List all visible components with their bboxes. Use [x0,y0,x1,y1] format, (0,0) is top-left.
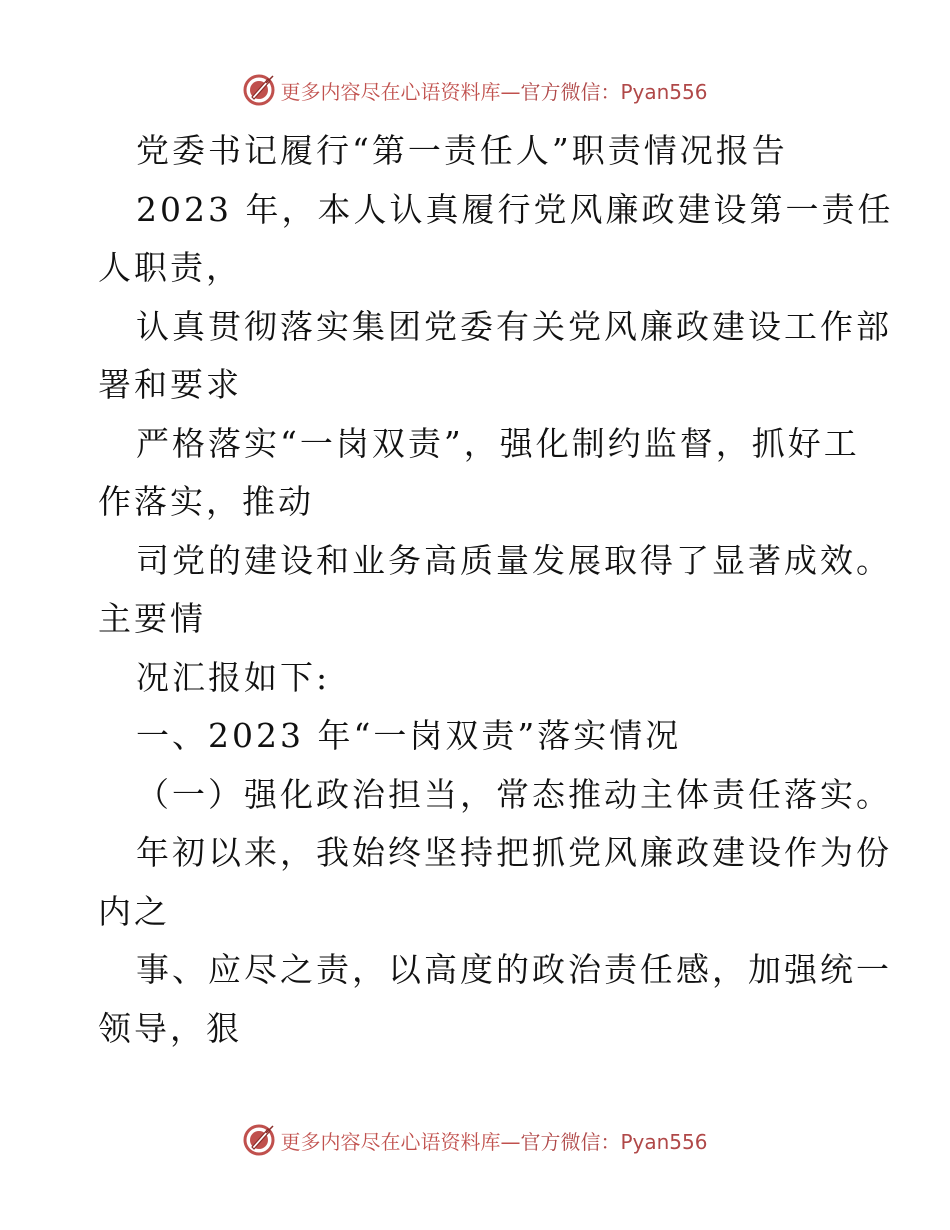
text-line: 况汇报如下: [136,657,331,697]
text-line: 年初以来，我始终坚持把抓党风廉政建设作为份 [136,833,892,872]
text-line: 党委书记履行“第一责任人”职责情况报告 [136,131,788,170]
quill-logo-icon [242,73,276,107]
header-watermark [0,70,950,110]
text-line: 领导，狠 [98,1008,242,1048]
text-line: 严格落实“一岗双责”，强化制约监督，抓好工 [136,423,860,463]
watermark-text [280,76,707,105]
watermark-group [242,73,707,107]
watermark-group [242,1123,707,1157]
text-line: 署和要求 [98,365,242,404]
document-body [98,122,894,1058]
watermark-wechat: 官方微信：Pyan556 [520,1129,708,1154]
text-line: 认真贯彻落实集团党委有关党风廉政建设工作部 [136,306,892,346]
text-line: 事、应尽之责，以高度的政治责任感，加强统一 [136,950,892,989]
text-line: 司党的建设和业务高质量发展取得了显著成效。 [136,540,892,580]
quill-logo-icon [242,1123,276,1157]
text-line: 2023 年，本人认真履行党风廉政建设第一责任 [136,189,894,229]
text-line: 人职责， [98,248,242,287]
watermark-text [280,1126,707,1155]
text-line: 一、2023 年“一岗双责”落实情况 [136,716,682,755]
watermark-title: 更多内容尽在心语资料库 [280,1129,501,1154]
text-line: 主要情 [98,599,206,638]
text-line: （一）强化政治担当，常态推动主体责任落实。 [136,774,892,814]
watermark-wechat: 官方微信：Pyan556 [520,79,708,104]
text-line: 内之 [98,891,170,931]
watermark-dash: — [500,1129,521,1154]
watermark-title: 更多内容尽在心语资料库 [280,79,501,104]
text-line: 作落实，推动 [98,482,314,521]
footer-watermark [0,1120,950,1160]
watermark-dash: — [500,79,521,104]
